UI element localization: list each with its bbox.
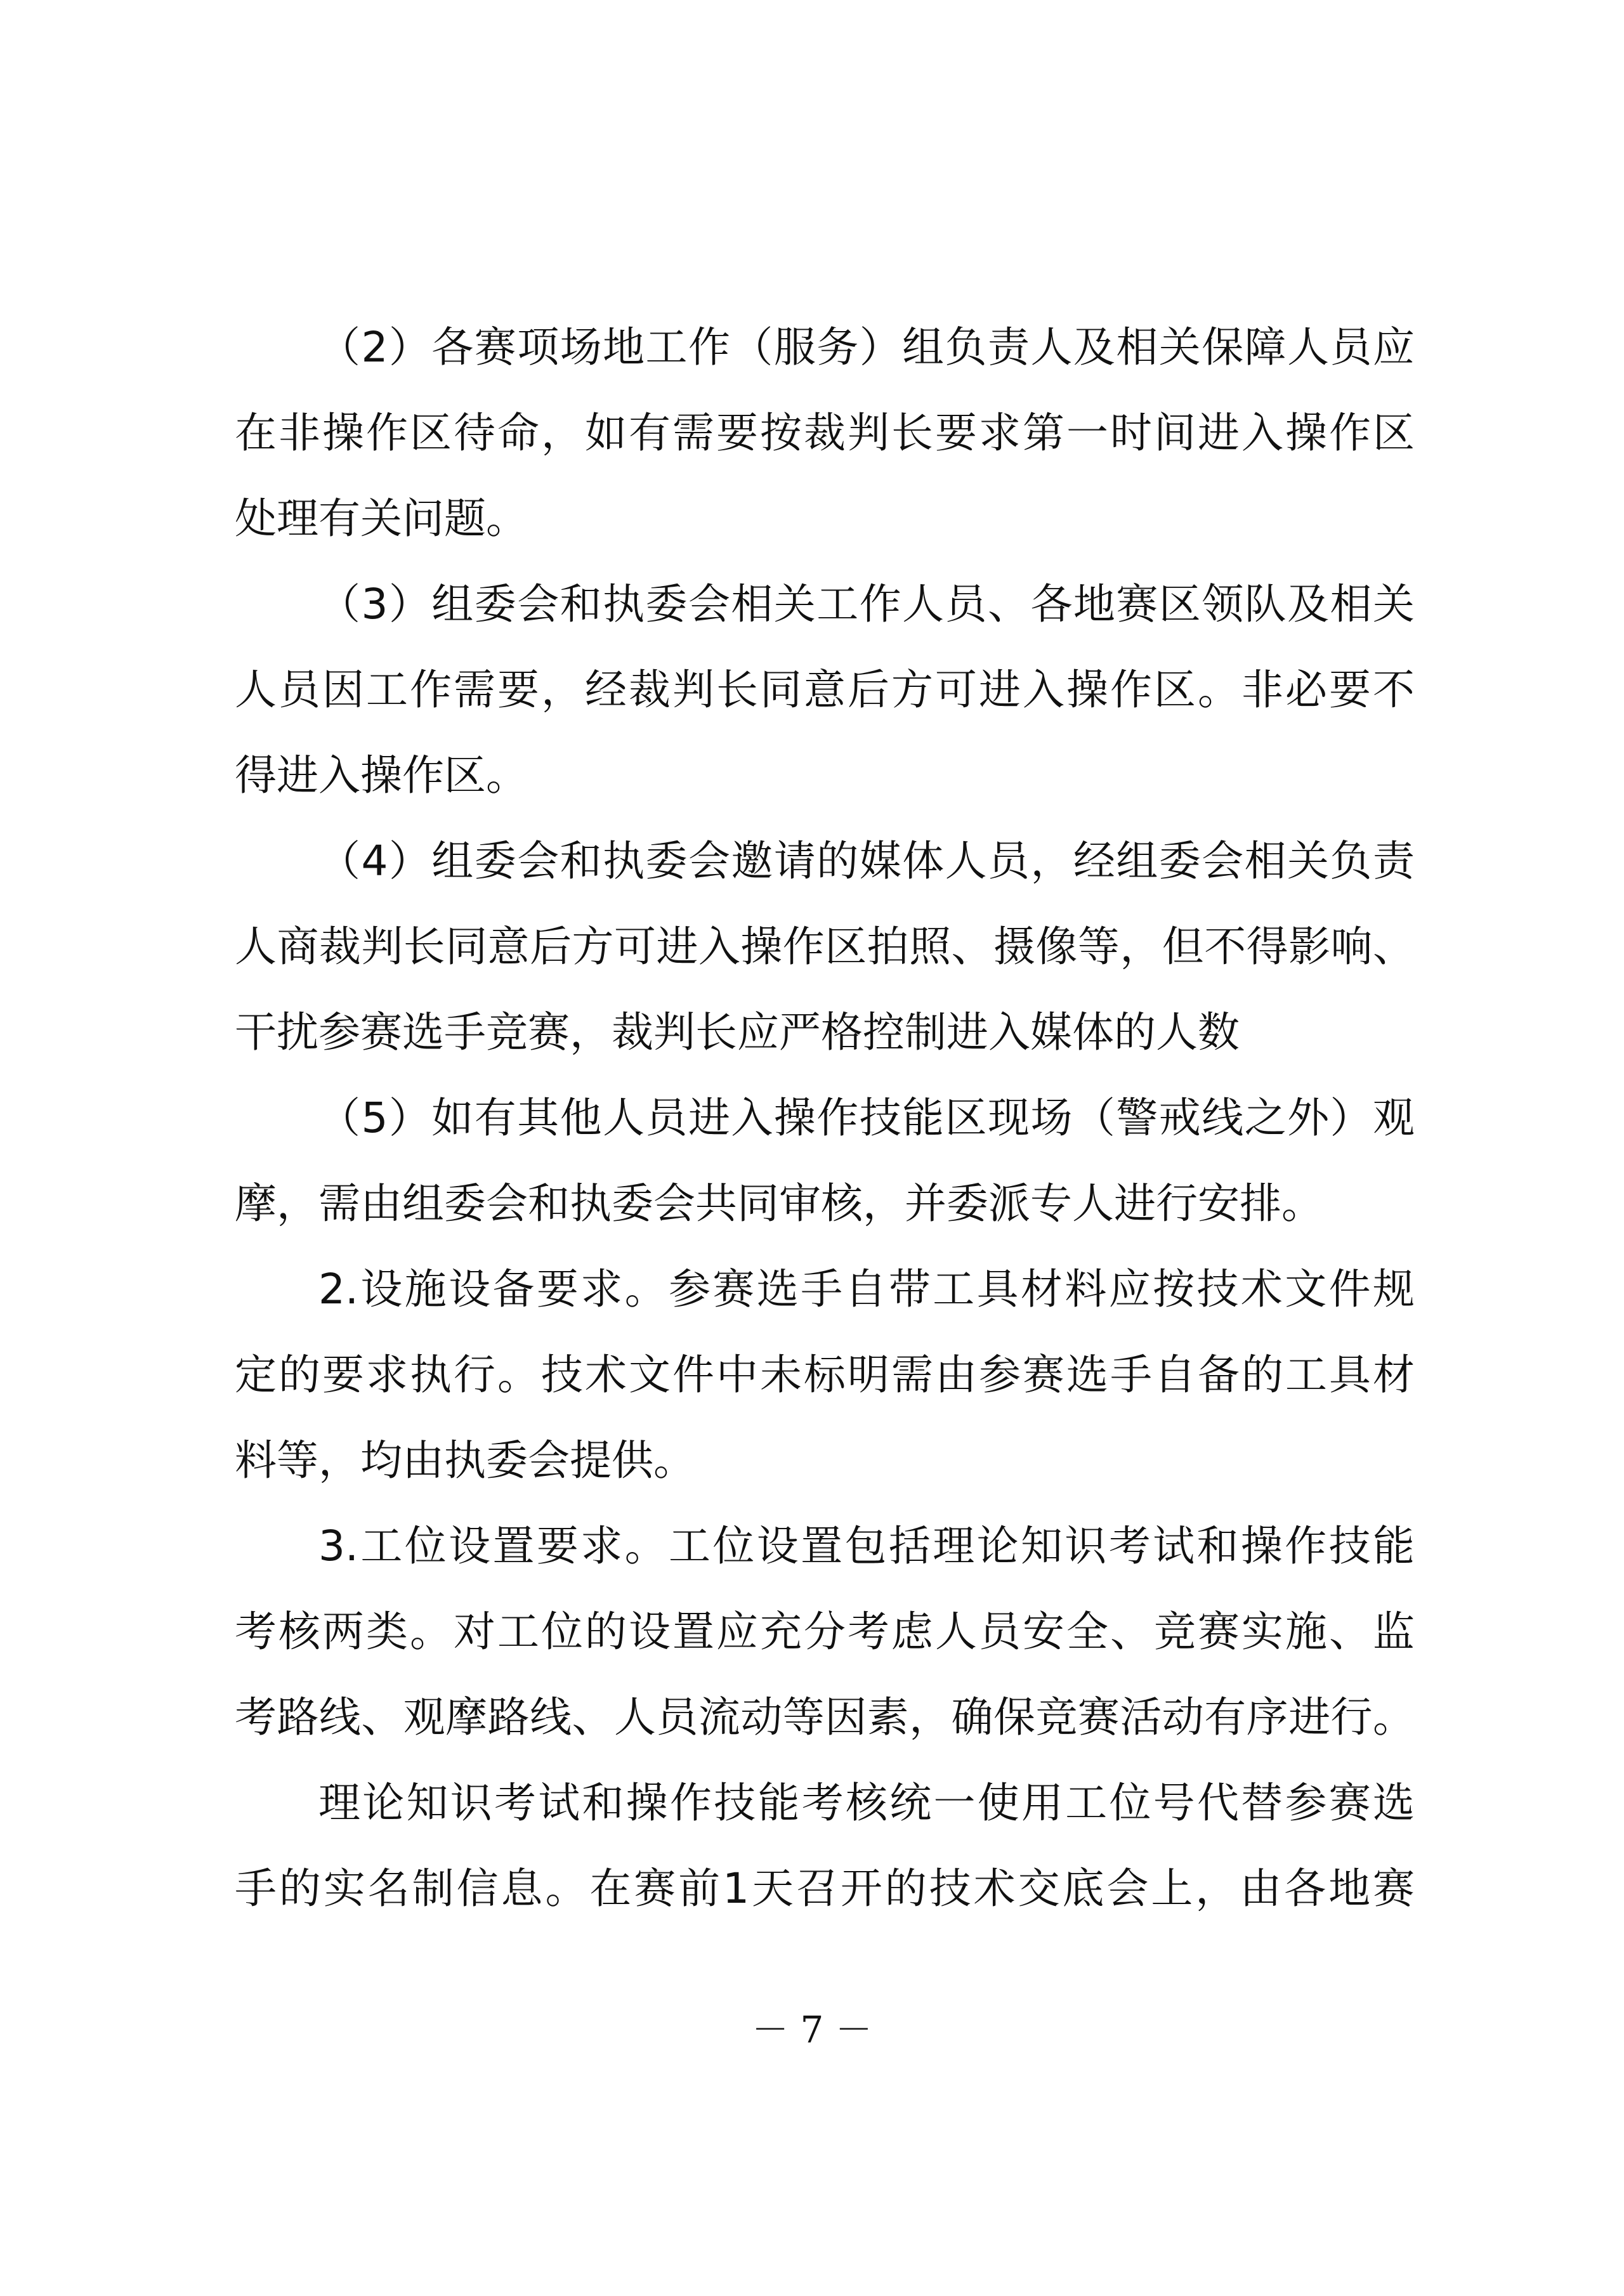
text-line: 手的实名制信息。在赛前1天召开的技术交底会上，由各地赛 bbox=[235, 1864, 1415, 1913]
text-line: （3）组委会和执委会相关工作人员、各地赛区领队及相关 bbox=[318, 580, 1415, 629]
text-line: 料等，均由执委会提供。 bbox=[235, 1436, 695, 1485]
text-line: 人员因工作需要，经裁判长同意后方可进入操作区。非必要不 bbox=[235, 665, 1415, 714]
text-line: 理论知识考试和操作技能考核统一使用工位号代替参赛选 bbox=[318, 1778, 1415, 1827]
text-line: 干扰参赛选手竞赛，裁判长应严格控制进入媒体的人数 bbox=[235, 1008, 1240, 1057]
text-line: 考核两类。对工位的设置应充分考虑人员安全、竞赛实施、监 bbox=[235, 1607, 1415, 1656]
text-line: 在非操作区待命，如有需要按裁判长要求第一时间进入操作区 bbox=[235, 408, 1415, 457]
text-line: （4）组委会和执委会邀请的媒体人员，经组委会相关负责 bbox=[318, 837, 1415, 885]
text-line: 得进入操作区。 bbox=[235, 751, 528, 800]
text-line: （2）各赛项场地工作（服务）组负责人及相关保障人员应 bbox=[318, 323, 1415, 372]
text-line: （5）如有其他人员进入操作技能区现场（警戒线之外）观 bbox=[318, 1093, 1415, 1142]
text-line: 定的要求执行。技术文件中未标明需由参赛选手自备的工具材 bbox=[235, 1350, 1415, 1399]
text-line: 3.工位设置要求。工位设置包括理论知识考试和操作技能 bbox=[318, 1522, 1415, 1570]
text-line: 2.设施设备要求。参赛选手自带工具材料应按技术文件规 bbox=[318, 1265, 1415, 1314]
text-line: 处理有关问题。 bbox=[235, 494, 528, 543]
text-line: 人商裁判长同意后方可进入操作区拍照、摄像等，但不得影响、 bbox=[235, 922, 1415, 971]
text-line: 考路线、观摩路线、人员流动等因素，确保竞赛活动有序进行。 bbox=[235, 1693, 1415, 1742]
page-number: － 7 － bbox=[752, 2008, 872, 2051]
text-line: 摩，需由组委会和执委会共同审核，并委派专人进行安排。 bbox=[235, 1179, 1323, 1228]
